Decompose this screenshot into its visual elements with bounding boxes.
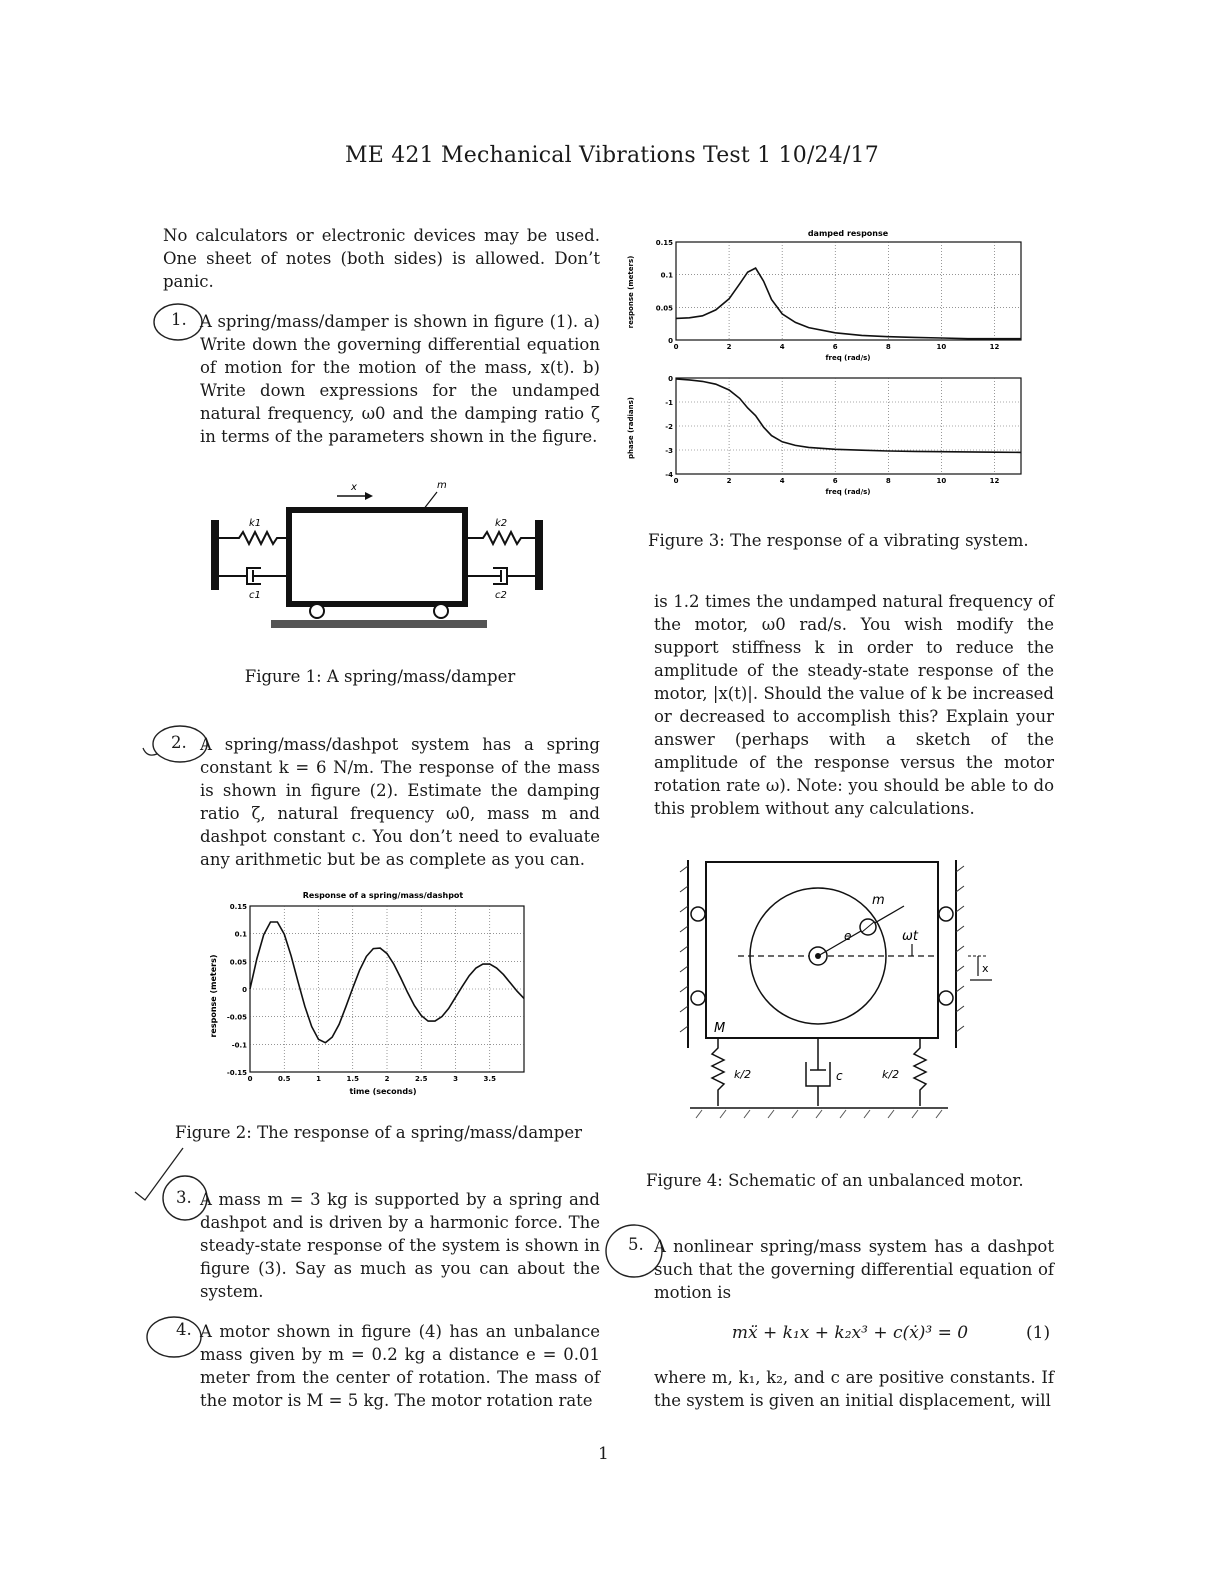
x-tick-label: 1.5 [346, 1075, 359, 1083]
page-number: 1 [598, 1444, 609, 1464]
y-tick-label: 0.05 [229, 958, 247, 967]
x-tick-label: 12 [989, 343, 1000, 351]
label-k2: k2 [495, 518, 508, 529]
x-tick-label: 2 [384, 1075, 390, 1083]
equation-1-number: (1) [1026, 1323, 1051, 1343]
y-tick-label: 0.15 [229, 903, 247, 911]
label-m: m [872, 893, 885, 908]
damper-c1 [219, 568, 289, 584]
roller [939, 991, 953, 1005]
mass-block [289, 510, 465, 604]
y-tick-label: -3 [665, 447, 673, 455]
figure-3-caption: Figure 3: The response of a vibrating system. [648, 531, 1029, 550]
ground-hatching [696, 1110, 942, 1118]
equation-1: mẍ + k₁x + k₂x³ + c(ẋ)³ = 0 [731, 1323, 969, 1343]
label-c: c [836, 1069, 843, 1083]
figure-1-diagram [205, 476, 550, 636]
question-4-continued: is 1.2 times the undamped natural frequency of the motor, ω0 rad/s. You wish modify the support stiffness k in order to reduce the amplitude of the steady-state response of the motor, |x(t)|. Should the value of k be increased or decreased to accomplish this? Explain your answer (perhaps with a sketch of the amplitude of the response versus the motor rotation rate ω). Note: you should be able to do this problem without any calculations. [654, 592, 1054, 818]
label-m: m [437, 480, 447, 491]
chart-xlabel: freq (rad/s) [825, 488, 871, 496]
label-c1: c1 [249, 590, 261, 601]
left-wall [211, 520, 219, 590]
figure-3-magnitude-chart [623, 222, 1033, 362]
right-wall [535, 520, 543, 590]
question-1-text: A spring/mass/damper is shown in figure (1). a) Write down the governing differential equation of motion for the motion of the mass, x(t). b) Write down expressions for the undamped natural frequency, ω0 and the damping ratio ζ in terms of the parameters shown in the figure. [200, 312, 600, 446]
figure-2-chart [200, 884, 530, 1109]
y-tick-label: -2 [665, 423, 673, 431]
spring-k1 [219, 532, 289, 544]
chart-frame [676, 242, 1021, 340]
x-tick-label: 6 [832, 477, 838, 485]
question-3-number: 3. [176, 1188, 192, 1207]
label-k-half-left: k/2 [734, 1068, 752, 1081]
x-tick-label: 1 [316, 1075, 321, 1083]
question-4-text: A motor shown in figure (4) has an unbalance mass given by m = 0.2 kg a distance e = 0.01 meter from the center of rotation. The mass of the motor is M = 5 kg. The motor rotation rate [200, 1322, 600, 1410]
wheel-left [310, 604, 324, 618]
chart-xlabel: time (seconds) [349, 1087, 417, 1096]
y-tick-label: 0.05 [655, 304, 673, 313]
roller [691, 907, 705, 921]
figure-4-caption: Figure 4: Schematic of an unbalanced motor. [646, 1171, 1024, 1190]
damper-center [806, 1038, 830, 1106]
x-tick-label: 2 [726, 343, 732, 351]
x-tick-label: 4 [779, 343, 785, 351]
figure-4-diagram [676, 848, 996, 1143]
page-title: ME 421 Mechanical Vibrations Test 1 10/24/17 [345, 143, 879, 168]
chart-ylabel: phase (radians) [627, 397, 635, 459]
chart-xlabel: freq (rad/s) [825, 354, 871, 362]
label-M: M [714, 1021, 726, 1036]
y-tick-label: -0.05 [226, 1013, 247, 1022]
figure-2-caption: Figure 2: The response of a spring/mass/damper [175, 1123, 583, 1142]
y-tick-label: -1 [665, 399, 673, 407]
x-tick-label: 10 [936, 343, 947, 351]
y-tick-label: 0.1 [660, 271, 673, 280]
label-x: x [351, 482, 357, 493]
figure-3-phase-chart [623, 366, 1033, 496]
y-tick-label: 0.15 [655, 239, 673, 247]
x-tick-label: 0 [673, 343, 679, 351]
spring-left [712, 1038, 724, 1106]
label-k1: k1 [249, 518, 262, 529]
question-5-after: where m, k₁, k₂, and c are positive constants. If the system is given an initial displacement, will [654, 1368, 1054, 1410]
spring-k2 [465, 532, 535, 544]
x-tick-label: 3 [453, 1075, 458, 1083]
series-line [250, 922, 524, 1043]
damper-c2 [465, 568, 535, 584]
y-tick-label: 0 [668, 337, 673, 345]
intro-text: No calculators or electronic devices may be used. One sheet of notes (both sides) is allowed. Don’t panic. [163, 226, 600, 291]
x-tick-label: 0 [247, 1075, 253, 1083]
spring-right [914, 1038, 926, 1106]
x-tick-label: 3.5 [483, 1075, 496, 1083]
wheel-right [434, 604, 448, 618]
question-3-text: A mass m = 3 kg is supported by a spring and dashpot and is driven by a harmonic force. The steady-state response of the system is shown in figure (3). Say as much as you can about the system. [200, 1190, 600, 1301]
question-2-number: 2. [171, 733, 187, 752]
y-tick-label: 0 [242, 986, 247, 994]
y-tick-label: 0 [668, 375, 673, 383]
label-x: x [982, 962, 989, 975]
y-tick-label: -0.15 [226, 1069, 247, 1077]
x-tick-label: 6 [832, 343, 838, 351]
question-2-text: A spring/mass/dashpot system has a spring constant k = 6 N/m. The response of the mass is shown in figure (2). Estimate the damping ratio ζ, natural frequency ω0, mass m and dashpot constant c. You don’t need to evaluate any arithmetic but be as complete as you can. [200, 735, 600, 869]
y-tick-label: -0.1 [231, 1041, 247, 1050]
question-4-number: 4. [176, 1320, 192, 1339]
roller [939, 907, 953, 921]
x-tick-label: 0.5 [278, 1075, 291, 1083]
chart-ylabel: response (meters) [209, 954, 218, 1038]
x-tick-label: 0 [673, 477, 679, 485]
x-tick-label: 4 [779, 477, 785, 485]
chart-ylabel: response (meters) [627, 255, 635, 329]
y-tick-label: -4 [665, 471, 673, 479]
roller [691, 991, 705, 1005]
question-5-text: A nonlinear spring/mass system has a dashpot such that the governing differential equation of motion is [654, 1237, 1054, 1302]
chart-title: damped response [807, 229, 889, 238]
x-tick-label: 12 [989, 477, 1000, 485]
question-1-number: 1. [171, 310, 187, 329]
x-tick-label: 2.5 [415, 1075, 428, 1083]
series-line [676, 268, 1021, 339]
label-e: e [844, 929, 852, 943]
label-c2: c2 [495, 590, 507, 601]
label-wt: ωt [902, 929, 918, 944]
x-tick-label: 8 [885, 343, 891, 351]
x-tick-label: 10 [936, 477, 947, 485]
chart-title: Response of a spring/mass/dashpot [302, 891, 464, 900]
x-tick-label: 2 [726, 477, 732, 485]
series-line [676, 379, 1021, 452]
x-tick-label: 8 [885, 477, 891, 485]
label-k-half-right: k/2 [882, 1068, 900, 1081]
y-tick-label: 0.1 [234, 930, 247, 939]
figure-1-caption: Figure 1: A spring/mass/damper [244, 667, 516, 686]
question-5-number: 5. [628, 1235, 644, 1254]
ground [271, 620, 487, 628]
